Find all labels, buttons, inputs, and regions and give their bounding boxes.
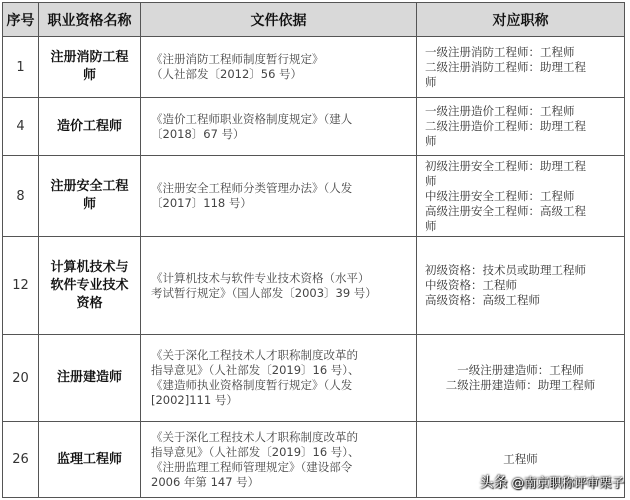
header-no: 序号 [3, 3, 39, 37]
qualification-name: 监理工程师 [39, 422, 141, 498]
row-number: 12 [3, 237, 39, 335]
row-number: 1 [3, 37, 39, 98]
watermark [480, 472, 625, 492]
qualification-name: 注册消防工程 师 [39, 37, 141, 98]
document-basis: 《注册安全工程师分类管理办法》（人发 〔2017〕118 号） [141, 156, 417, 237]
qualification-title-table [2, 2, 625, 498]
header-title: 对应职称 [417, 3, 625, 37]
corresponding-title: 工程师 [417, 422, 625, 498]
table-row [3, 237, 625, 335]
corresponding-title: 一级注册建造师：工程师 二级注册建造师：助理工程师 [417, 335, 625, 422]
document-basis: 《关于深化工程技术人才职称制度改革的 指导意见》（人社部发〔2019〕16 号）、 《建造师执业资格制度暂行规定》（人发 [2002]111 号） [141, 335, 417, 422]
document-basis: 《造价工程师职业资格制度规定》（建人 〔2018〕67 号） [141, 98, 417, 156]
row-number: 26 [3, 422, 39, 498]
table-row [3, 98, 625, 156]
watermark-handle: @南京职称评审栗子 [511, 475, 624, 490]
corresponding-title: 一级注册造价工程师：工程师 二级注册造价工程师：助理工程 师 [417, 98, 625, 156]
corresponding-title: 初级资格：技术员或助理工程师 中级资格：工程师 高级资格：高级工程师 [417, 237, 625, 335]
header-doc: 文件依据 [141, 3, 417, 37]
qualification-name: 注册建造师 [39, 335, 141, 422]
corresponding-title: 一级注册消防工程师：工程师 二级注册消防工程师：助理工程 师 [417, 37, 625, 98]
qualification-name: 造价工程师 [39, 98, 141, 156]
qualification-name: 注册安全工程 师 [39, 156, 141, 237]
document-basis: 《注册消防工程师制度暂行规定》 （人社部发〔2012〕56 号） [141, 37, 417, 98]
document-basis: 《计算机技术与软件专业技术资格（水平） 考试暂行规定》（国人部发〔2003〕39 号） [141, 237, 417, 335]
row-number: 20 [3, 335, 39, 422]
table-row [3, 335, 625, 422]
row-number: 4 [3, 98, 39, 156]
watermark-brand: 头条 [479, 475, 508, 491]
document-basis: 《关于深化工程技术人才职称制度改革的 指导意见》（人社部发〔2019〕16 号）、 《注册监理工程师管理规定》（建设部令 2006 年第 147 号） [141, 422, 417, 498]
header-row [3, 3, 625, 37]
header-name: 职业资格名称 [39, 3, 141, 37]
row-number: 8 [3, 156, 39, 237]
corresponding-title: 初级注册安全工程师：助理工程 师 中级注册安全工程师：工程师 高级注册安全工程师：高级工程 师 [417, 156, 625, 237]
table-row [3, 156, 625, 237]
table-row [3, 37, 625, 98]
qualification-name: 计算机技术与 软件专业技术 资格 [39, 237, 141, 335]
